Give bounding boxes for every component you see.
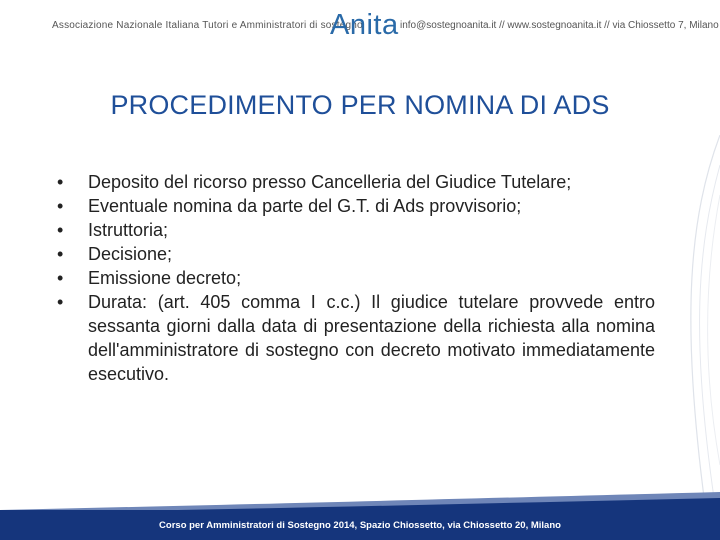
bullet-text: Emissione decreto; (88, 268, 242, 288)
association-name: Associazione Nazionale Italiana Tutori e Amministratori di sostegno (52, 20, 363, 31)
slide-header (0, 0, 720, 58)
bullet-icon: • (57, 268, 64, 288)
contact-info: info@sostegnoanita.it // www.sostegnoanita.it // via Chiossetto 7, Milano (400, 20, 719, 31)
bullet-text: Istruttoria; (88, 220, 169, 240)
bullet-text: Decisione; (88, 244, 173, 264)
bullet-item (57, 290, 655, 386)
slide-title: PROCEDIMENTO PER NOMINA DI ADS (110, 90, 610, 120)
bullet-icon: • (57, 292, 64, 312)
bullet-item (57, 266, 655, 290)
bullet-text: Eventuale nomina da parte del G.T. di Ads provvisorio; (88, 196, 522, 216)
bullet-item (57, 218, 655, 242)
footer-text: Corso per Amministratori di Sostegno 2014, Spazio Chiossetto, via Chiossetto 20, Milano (159, 520, 561, 531)
bullet-text: Deposito del ricorso presso Cancelleria del Giudice Tutelare; (88, 172, 572, 192)
bullet-text: Durata: (art. 405 comma I c.c.) Il giudice tutelare provvede entro sessanta giorni dalla data di presentazione della richiesta alla nomina dell'amministratore di sostegno con decreto motivato immediatamente esecutivo. (88, 292, 655, 384)
bullet-item (57, 170, 655, 194)
bullet-icon: • (57, 172, 64, 192)
decorative-curves (660, 135, 720, 505)
bullet-icon: • (57, 220, 64, 240)
bullet-icon: • (57, 196, 64, 216)
bullet-item (57, 194, 655, 218)
bullet-item (57, 242, 655, 266)
bullet-list (57, 170, 655, 386)
anita-logo: Anita (330, 9, 399, 41)
bullet-icon: • (57, 244, 64, 264)
